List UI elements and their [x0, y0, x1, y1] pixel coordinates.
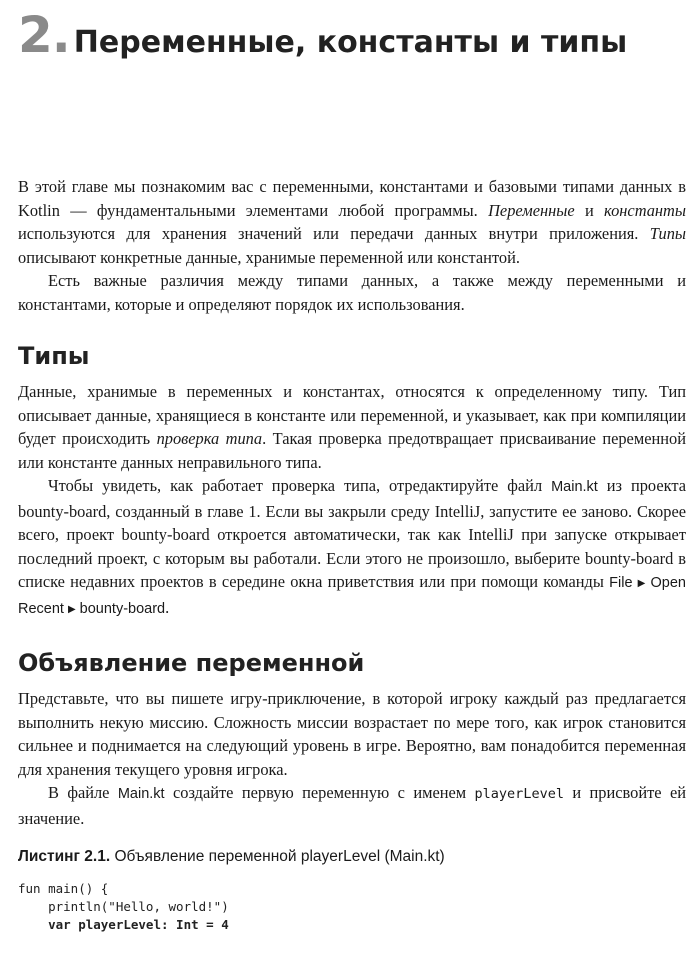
menu-open-recent: Open Recent: [18, 575, 686, 617]
text-run: .: [165, 597, 170, 617]
listing-label: Листинг 2.1.: [18, 848, 111, 865]
file-name: Main.kt: [117, 786, 165, 802]
code-line-added: var playerLevel: Int = 4: [18, 917, 229, 932]
listing-title: Объявление переменной playerLevel (Main.kt): [114, 848, 445, 865]
text-run: создайте первую переменную с именем: [164, 783, 475, 802]
term-type-check: проверка типа: [156, 429, 263, 448]
file-name: Main.kt: [551, 479, 598, 495]
text-run: и: [574, 200, 605, 220]
menu-file: File: [609, 575, 633, 591]
text-run: описывают конкретные данные, хранимые переменной или константой.: [18, 247, 520, 267]
menu-bounty-board: bounty-board: [79, 600, 166, 617]
inline-code: playerLevel: [474, 786, 564, 802]
code-line: fun main() {: [18, 881, 109, 896]
text-run: . Такая проверка предотвращает присваивание переменной или константе данных неправильного типа.: [18, 429, 686, 472]
listing-caption: [18, 848, 686, 866]
decl-paragraph-1: Представьте, что вы пишете игру-приключение, в которой игроку каждый раз предлагается выполнить некую миссию. Сложность миссии возрастает по мере того, как игрок становится сильнее и поднимается на следующий уровень в игре. Вероятно, вам понадобится переменная для хранения текущего уровня игрока.: [18, 689, 686, 779]
decl-paragraph-2: [18, 781, 686, 830]
code-listing: [18, 880, 686, 934]
section-heading-types: Типы: [18, 342, 90, 370]
text-run: используются для хранения значений или передачи данных внутри приложения.: [18, 224, 650, 243]
code-line: println("Hello, world!"): [18, 899, 229, 914]
types-paragraph-2: [18, 474, 686, 621]
text-run: В этой главе мы познакомим вас с переменными, константами и базовыми типами данных в Kotlin — фундаментальными элементами любой программы.: [18, 177, 686, 220]
text-run: и присвойте ей значение.: [18, 783, 686, 828]
term-types: Типы: [649, 224, 686, 243]
chapter-number: 2.: [18, 6, 70, 64]
text-run: В файле: [48, 783, 118, 802]
chapter-heading: [18, 6, 688, 64]
menu-arrow-icon: ▶: [636, 578, 647, 589]
term-variables: Переменные: [488, 200, 575, 220]
types-paragraph-1: [18, 380, 686, 474]
intro-paragraph-1: [18, 175, 686, 269]
text-run: Данные, хранимые в переменных и константах, относятся к определенному типу. Тип описывает данные, хранящиеся в константе или переменной, и указывает, как при компиляции будет происходить: [18, 382, 686, 448]
section-heading-declaration: Объявление переменной: [18, 649, 365, 677]
text-run: из проекта bounty-board, созданный в главе 1. Если вы закрыли среду IntelliJ, запустите ее заново. Скорее всего, проект bounty-board откроется автоматически, так как IntelliJ при запуске открывает последний проект, с которым вы работали. Если этого не произошло, выберите bounty-board в списке недавних проектов в середине окна приветствия или при помощи команды: [18, 476, 686, 591]
term-constants: константы: [604, 200, 686, 220]
menu-arrow-icon: ▶: [67, 603, 76, 615]
text-run: Чтобы увидеть, как работает проверка типа, отредактируйте файл: [48, 476, 552, 495]
intro-paragraph-2: Есть важные различия между типами данных, а также между переменными и константами, которые и определяют порядок их использования.: [18, 271, 686, 314]
chapter-title: Переменные, константы и типы: [73, 25, 628, 60]
page-content: [18, 175, 686, 934]
